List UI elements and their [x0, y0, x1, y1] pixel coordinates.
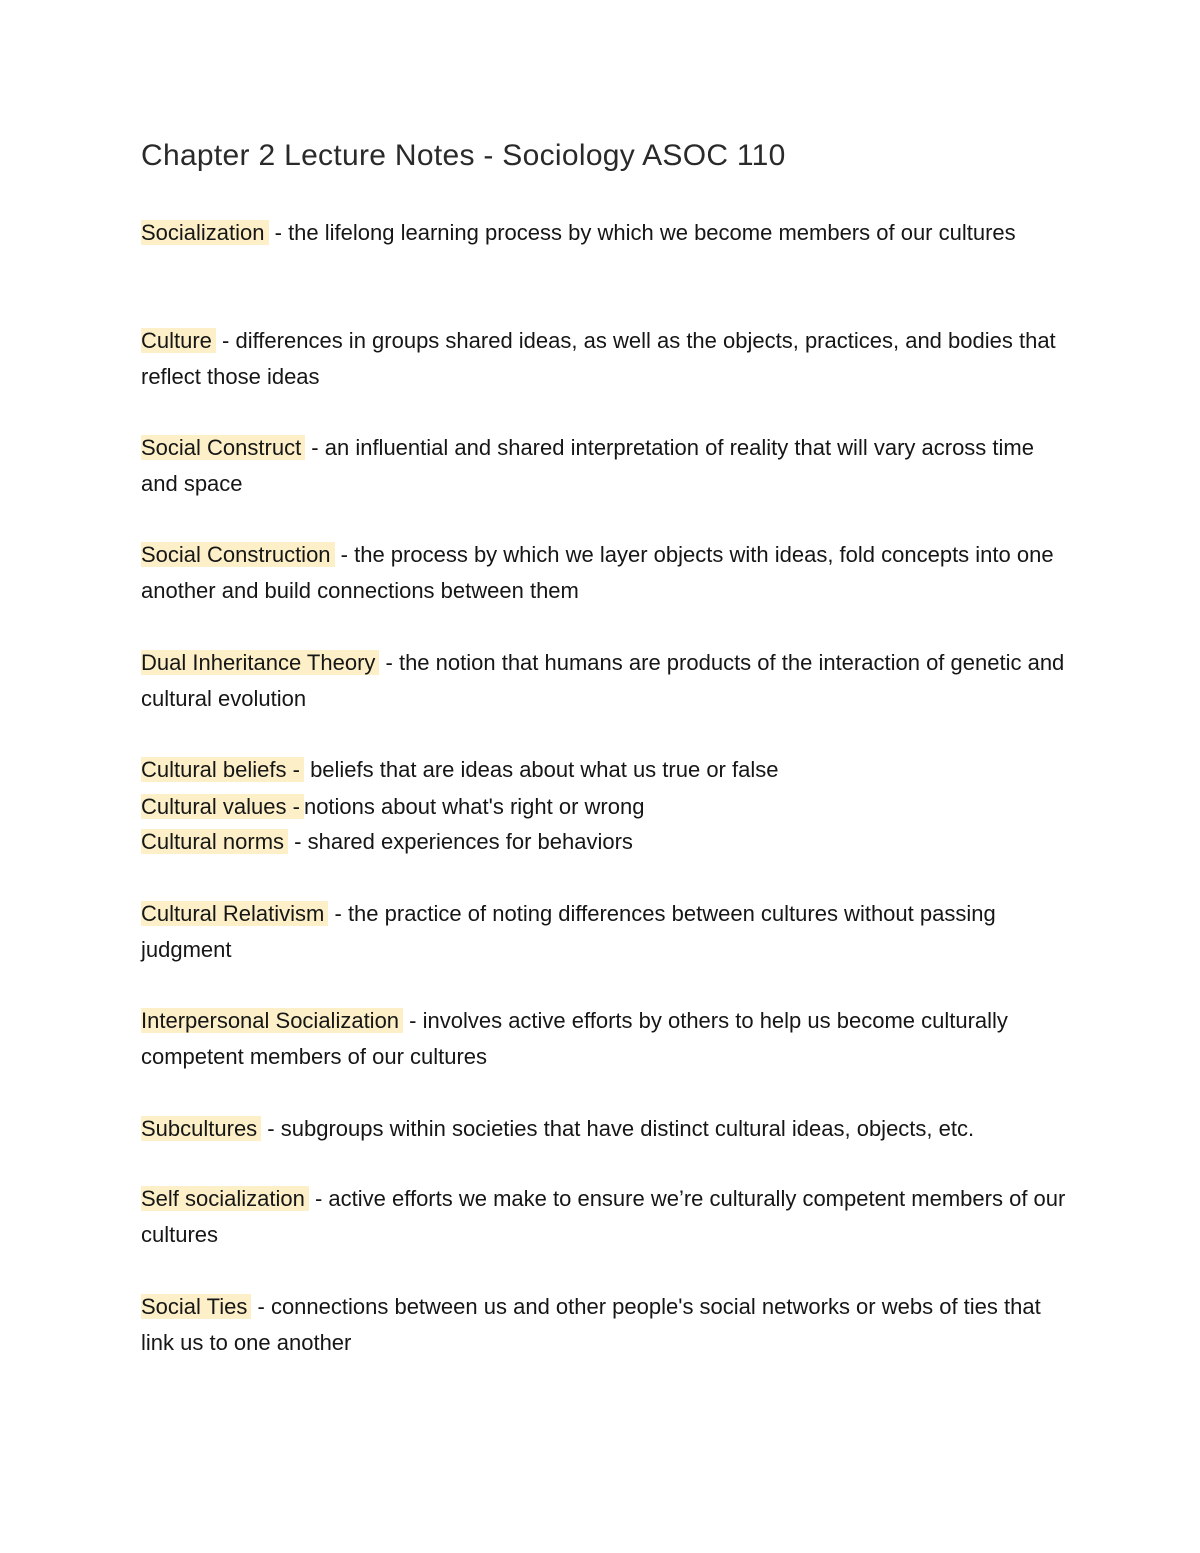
definition-entry	[141, 537, 1071, 609]
definition-text: notions about what's right or wrong	[303, 794, 645, 819]
highlighted-term: Cultural norms	[141, 829, 288, 854]
highlighted-term: Social Construct	[141, 435, 305, 460]
highlighted-term: Cultural Relativism	[141, 901, 328, 926]
highlighted-term: Cultural beliefs -	[141, 757, 304, 782]
definition-text: - the process by which we layer objects with ideas, fold concepts into one another and build connections between them	[141, 542, 1054, 603]
definition-text: - active efforts we make to ensure we’re culturally competent members of our cultures	[141, 1186, 1066, 1247]
definition-entry	[141, 752, 1071, 788]
definition-text: - differences in groups shared ideas, as well as the objects, practices, and bodies that reflect those ideas	[141, 328, 1056, 389]
definition-text: - the notion that humans are products of the interaction of genetic and cultural evolution	[141, 650, 1065, 711]
definition-text: - the lifelong learning process by which we become members of our cultures	[268, 220, 1016, 245]
highlighted-term: Cultural values -	[141, 794, 304, 819]
definition-entry	[141, 1181, 1071, 1253]
definition-entry	[141, 824, 1071, 860]
highlighted-term: Subcultures	[141, 1116, 261, 1141]
highlighted-term: Interpersonal Socialization	[141, 1008, 403, 1033]
definition-text: - involves active efforts by others to help us become culturally competent members of our cultures	[141, 1008, 1008, 1069]
definition-entry	[141, 1289, 1071, 1361]
highlighted-term: Social Ties	[141, 1294, 251, 1319]
document-title: Chapter 2 Lecture Notes - Sociology ASOC 110	[141, 139, 786, 172]
highlighted-term: Dual Inheritance Theory	[141, 650, 379, 675]
definition-entry	[141, 789, 1071, 825]
definition-entry	[141, 645, 1071, 717]
definition-text: - connections between us and other people's social networks or webs of ties that link us to one another	[141, 1294, 1041, 1355]
definition-entry	[141, 215, 1071, 251]
definition-entry	[141, 1111, 1071, 1147]
definition-text: - shared experiences for behaviors	[288, 829, 633, 854]
definition-text: - the practice of noting differences between cultures without passing judgment	[141, 901, 996, 962]
definition-text: - an influential and shared interpretation of reality that will vary across time and space	[141, 435, 1034, 496]
definition-entry	[141, 430, 1071, 502]
definition-entry	[141, 896, 1071, 968]
definition-entry	[141, 323, 1071, 395]
highlighted-term: Socialization	[141, 220, 269, 245]
highlighted-term: Self socialization	[141, 1186, 309, 1211]
definition-text: - subgroups within societies that have distinct cultural ideas, objects, etc.	[261, 1116, 975, 1141]
definition-text: beliefs that are ideas about what us true or false	[303, 757, 779, 782]
highlighted-term: Culture	[141, 328, 216, 353]
highlighted-term: Social Construction	[141, 542, 335, 567]
definition-entry	[141, 1003, 1071, 1075]
